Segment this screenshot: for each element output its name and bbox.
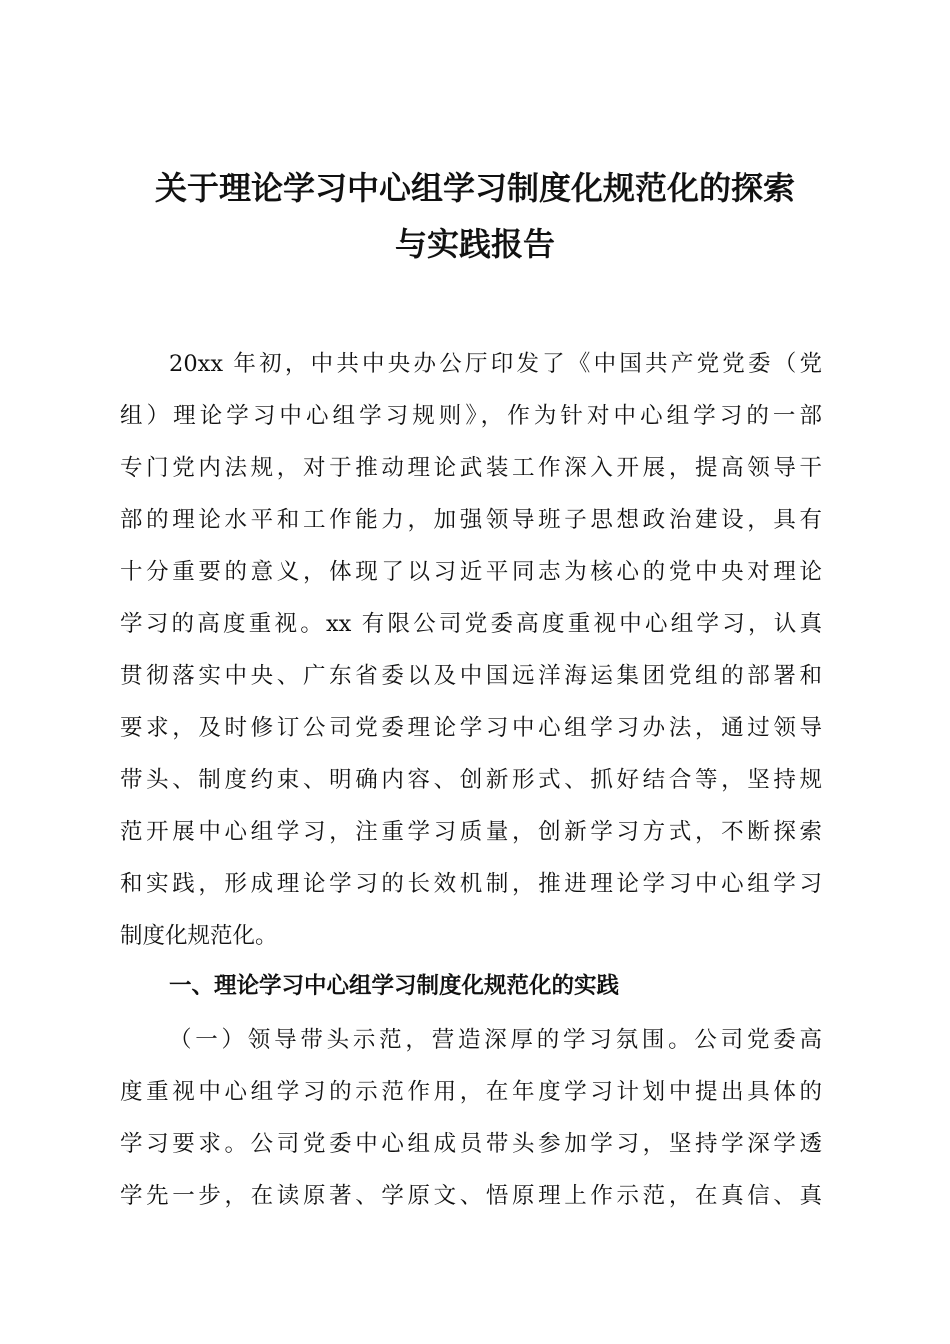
paragraph-line: 学先一步，在读原著、学原文、悟原理上作示范，在真信、真 <box>120 1183 822 1209</box>
paragraph-2 <box>120 1014 822 1222</box>
paragraph-1 <box>120 338 822 962</box>
paragraph-line: 学习的高度重视。xx 有限公司党委高度重视中心组学习，认真 <box>120 611 822 637</box>
paragraph-line: 制度化规范化。 <box>120 923 278 949</box>
paragraph-line: 度重视中心组学习的示范作用，在年度学习计划中提出具体的 <box>120 1079 822 1105</box>
paragraph-line: （一）领导带头示范，营造深厚的学习氛围。公司党委高 <box>169 1027 822 1053</box>
section-heading: 一、理论学习中心组学习制度化规范化的实践 <box>169 973 620 999</box>
title-line-2: 与实践报告 <box>394 225 555 263</box>
paragraph-line: 十分重要的意义，体现了以习近平同志为核心的党中央对理论 <box>120 559 822 585</box>
paragraph-line: 要求，及时修订公司党委理论学习中心组学习办法，通过领导 <box>120 715 822 741</box>
paragraph-line: 组）理论学习中心组学习规则》，作为针对中心组学习的一部 <box>120 403 822 429</box>
paragraph-line: 范开展中心组学习，注重学习质量，创新学习方式，不断探索 <box>120 819 822 845</box>
paragraph-line: 20xx 年初，中共中央办公厅印发了《中国共产党党委（党 <box>169 351 822 377</box>
paragraph-line: 带头、制度约束、明确内容、创新形式、抓好结合等，坚持规 <box>120 767 822 793</box>
paragraph-line: 专门党内法规，对于推动理论武装工作深入开展，提高领导干 <box>120 455 822 481</box>
title-line-1: 关于理论学习中心组学习制度化规范化的探索 <box>154 169 795 207</box>
paragraph-line: 和实践，形成理论学习的长效机制，推进理论学习中心组学习 <box>120 871 822 897</box>
document-body <box>120 338 822 1222</box>
paragraph-line: 贯彻落实中央、广东省委以及中国远洋海运集团党组的部署和 <box>120 663 822 689</box>
document-title <box>110 160 840 272</box>
paragraph-line: 部的理论水平和工作能力，加强领导班子思想政治建设，具有 <box>120 507 822 533</box>
paragraph-line: 学习要求。公司党委中心组成员带头参加学习，坚持学深学透 <box>120 1131 822 1157</box>
